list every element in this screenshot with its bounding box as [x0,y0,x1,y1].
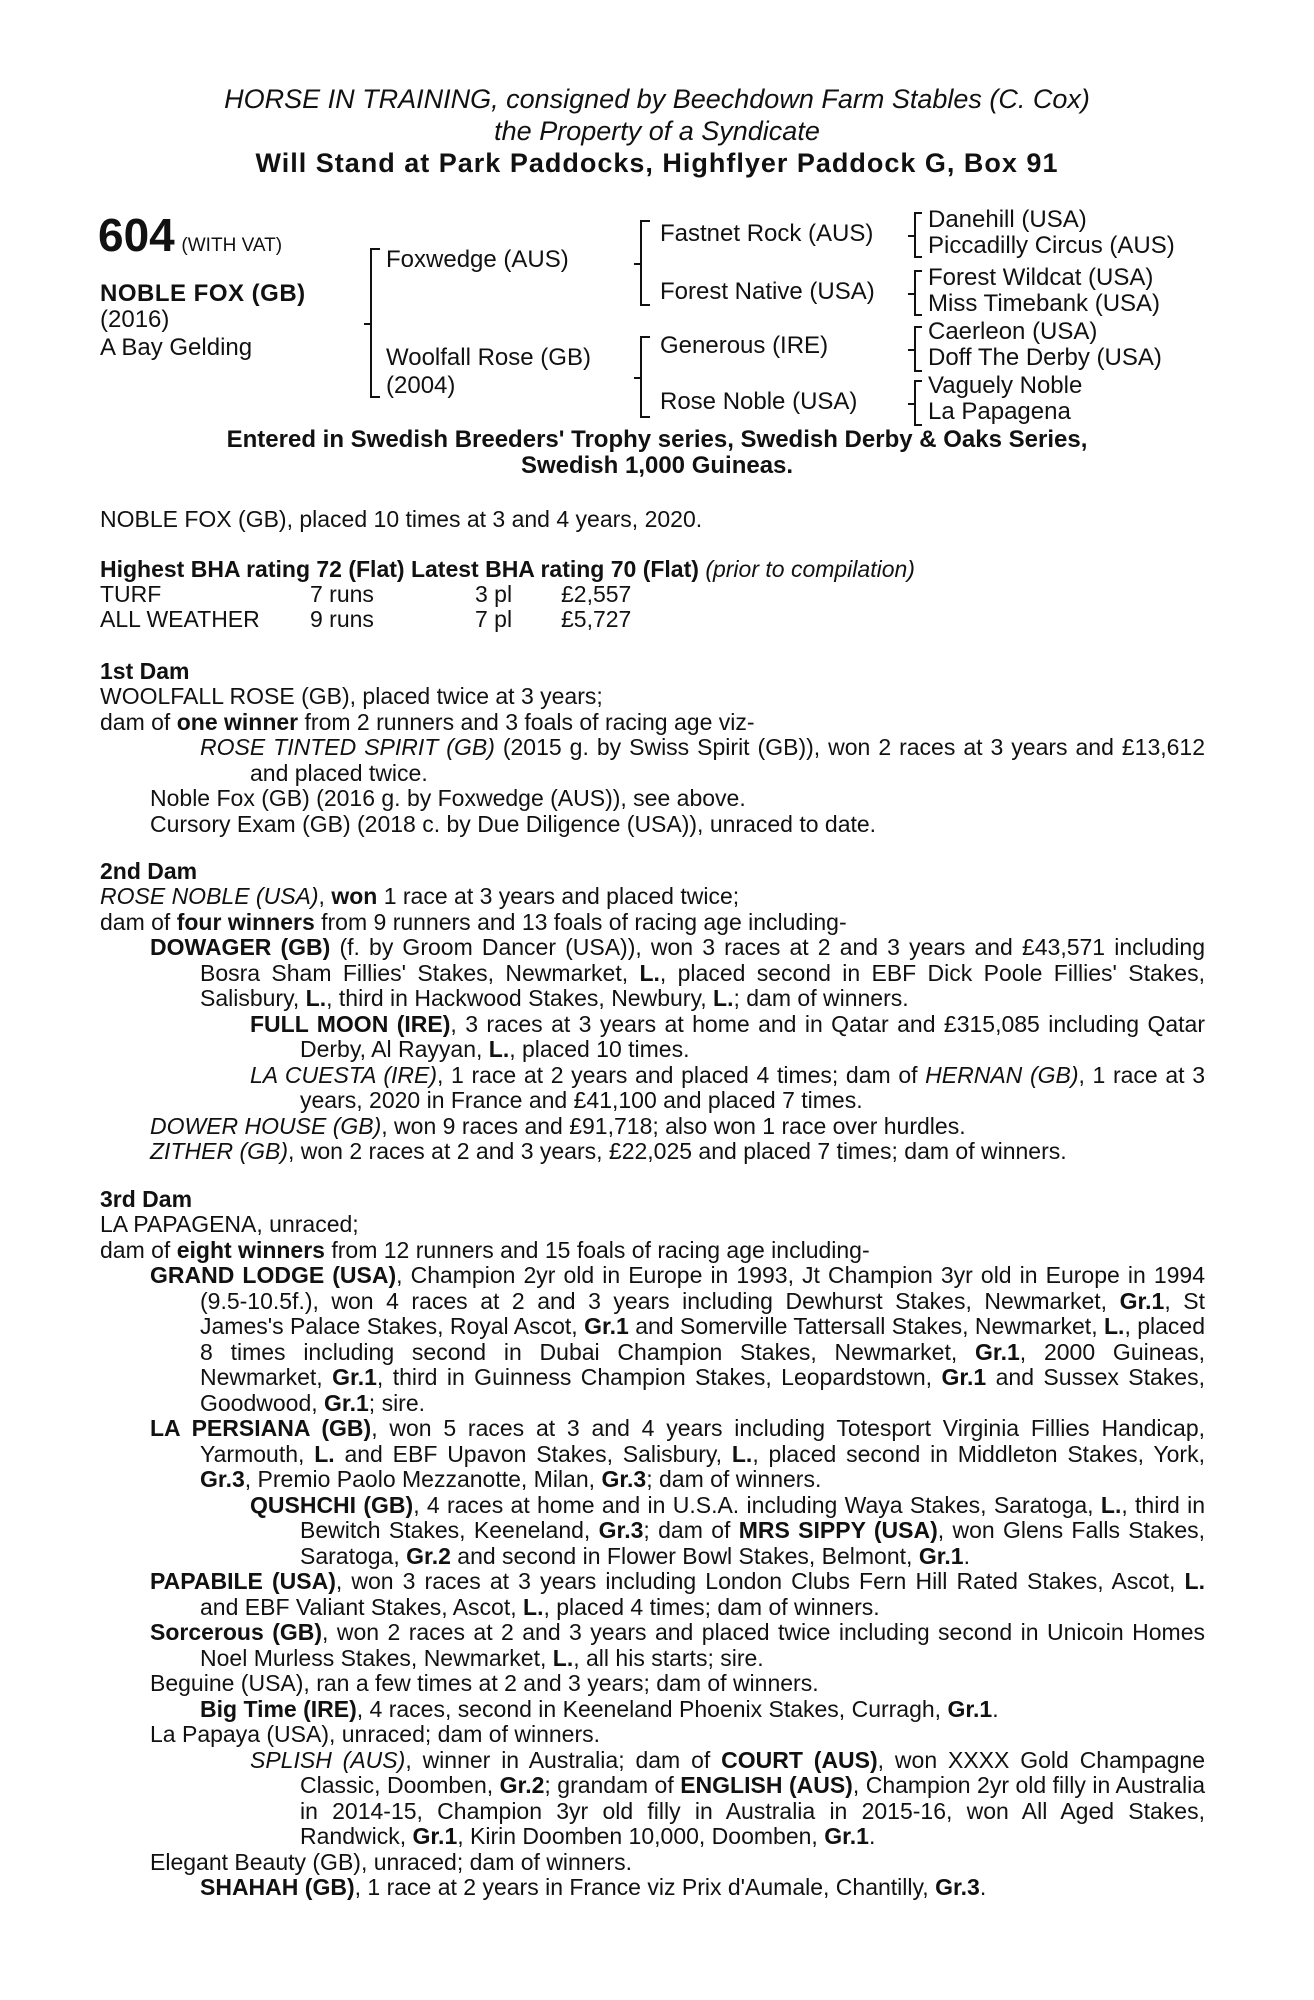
text-run: and EBF Valiant Stakes, Ascot, [200,1593,524,1620]
text-run: dam of [100,908,177,935]
produce-entry [100,735,1205,786]
text-run: , placed 4 times; dam of winners. [543,1593,880,1620]
lot-number: 604 [98,209,175,261]
third-dam-produce-line [100,1238,1205,1264]
text-run: , winner in Australia; dam of [405,1746,722,1773]
pedigree-brace-dam [640,336,650,418]
third-dam-line: LA PAPAGENA, unraced; [100,1211,359,1237]
text-run: Gr.2 [499,1772,545,1798]
horse-name: NOBLE FOX (GB) [100,280,306,307]
produce-entry [100,1875,1205,1901]
produce-entry [100,1416,1205,1493]
rating-line [100,556,915,583]
pedigree-dds: Vaguely Noble [928,372,1083,399]
text-run: 1 race at 3 years and placed twice; [377,883,740,909]
text-run: Gr.3 [200,1466,245,1492]
consignor-line: HORSE IN TRAINING, consigned by Beechdown Farm Stables (C. Cox) [224,84,1090,114]
text-run: , third in Hackwood Stakes, Newbury, [326,985,714,1011]
text-run: , 1 race at 2 years and placed 4 times; dam of [436,1061,926,1088]
text-run: L. [731,1440,753,1467]
text-run: , 4 races at home and in U.S.A. including Waya Stakes, Saratoga, [413,1491,1101,1518]
text-run: from 2 runners and 3 foals of racing age viz- [298,708,755,735]
first-dam-section [100,684,1205,837]
stand-line: Will Stand at Park Paddocks, Highflyer Paddock G, Box 91 [255,148,1059,178]
produce-entry [100,1493,1205,1570]
produce-entry [100,1263,1205,1416]
pedigree-dsd: Doff The Derby (USA) [928,344,1162,371]
first-dam-heading: 1st Dam [100,658,190,684]
placed-cell: 3 pl [475,581,513,607]
text-run: four winners [176,908,315,935]
text-run: LA CUESTA (IRE) [250,1061,437,1088]
produce-entry: La Papaya (USA), unraced; dam of winners. [150,1721,601,1747]
text-run: Gr.1 [975,1338,1020,1365]
pedigree-sss: Danehill (USA) [928,206,1087,233]
text-run: Gr.3 [598,1517,644,1543]
produce-entry: Noble Fox (GB) (2016 g. by Foxwedge (AUS)), see above. [150,785,746,811]
horse-description: A Bay Gelding [100,334,253,361]
text-run: Gr.3 [601,1466,647,1492]
text-run: ROSE TINTED SPIRIT (GB) [200,734,495,760]
text-run: . [868,1823,876,1849]
table-row [100,582,631,607]
text-run: L. [305,985,327,1011]
text-run: (f. by Groom Dancer (USA)), won 3 races at 2 and 3 years and £43,571 including Bosra Sham Fillies' Stakes, Newmarket, [200,934,1205,986]
text-run: and Sussex Stakes, Goodwood, [200,1364,1205,1416]
text-run: Gr.3 [935,1874,980,1900]
text-run: , won 5 races at 3 and 4 years including Totesport Virginia Fillies Handicap, Yarmouth, [200,1415,1206,1467]
text-run: L. [552,1644,574,1671]
pedigree-sds: Forest Wildcat (USA) [928,264,1154,291]
entered-line-2: Swedish 1,000 Guineas. [520,452,794,479]
runs-cell: 9 runs [310,606,374,632]
text-run: LA PERSIANA (GB) [150,1415,372,1441]
pedigree-dam-dam: Rose Noble (USA) [660,388,858,415]
text-run: SHAHAH (GB) [200,1874,355,1900]
text-run: , won 2 races at 2 and 3 years, £22,025 and placed 7 times; dam of winners. [288,1138,1067,1164]
text-run: , placed 10 times. [509,1036,690,1062]
text-run: , placed second in EBF Dick Poole Fillies' Stakes, Salisbury, [200,959,1205,1011]
text-run: , third in Guinness Champion Stakes, Leopardstown, [376,1364,942,1390]
produce-entry: Beguine (USA), ran a few times at 2 and 3 years; dam of winners. [150,1670,819,1696]
second-dam-line [100,884,1205,910]
placed-cell: 7 pl [475,606,513,632]
text-run: , won 2 races at 2 and 3 years and placed twice including second in Unicoin Homes Noel Murless Stakes, Newmarket, [200,1619,1205,1671]
pedigree-ddd: La Papagena [928,398,1071,425]
text-run: Sorcerous (GB) [150,1619,323,1645]
prize-cell: £2,557 [561,581,632,607]
text-run: L. [1103,1313,1125,1339]
produce-entry [100,1697,1205,1723]
produce-entry [100,1748,1205,1850]
text-run: , all his starts; sire. [573,1644,764,1671]
pedigree-brace-ds [914,326,922,372]
text-run: Gr.1 [947,1695,993,1722]
text-run: MRS SIPPY (USA) [738,1517,938,1543]
text-run: dam of [100,1236,177,1263]
text-run: , won 3 races at 3 years including London Clubs Fern Hill Rated Stakes, Ascot, [335,1568,1185,1594]
text-run: DOWAGER (GB) [150,934,331,960]
text-run: , Premio Paolo Mezzanotte, Milan, [244,1466,602,1492]
second-dam-produce-line [100,910,1205,936]
text-run: Gr.1 [332,1364,377,1390]
rating-bold: Highest BHA rating 72 (Flat) Latest BHA rating 70 (Flat) [100,556,699,582]
text-run: FULL MOON (IRE) [250,1010,451,1037]
text-run: GRAND LODGE (USA) [150,1262,397,1288]
text-run: , 2000 Guineas, Newmarket, [200,1338,1205,1390]
surface-cell: ALL WEATHER [100,606,260,632]
text-run: (2015 g. by Swiss Spirit (GB)), won 2 races at 3 years and £13,612 and placed twice. [250,734,1206,786]
text-run: Gr.1 [941,1364,987,1390]
third-dam-heading: 3rd Dam [100,1186,193,1212]
entered-line-1: Entered in Swedish Breeders' Trophy series, Swedish Derby & Oaks Series, [226,426,1088,453]
foal-year: (2016) [100,306,170,333]
text-run: L. [314,1440,335,1467]
text-run: , placed second in Middleton Stakes, York, [752,1440,1205,1467]
pedigree-dam: Woolfall Rose (GB) [386,344,591,371]
property-line: the Property of a Syndicate [494,116,820,146]
text-run: Gr.1 [918,1542,964,1569]
runs-cell: 7 runs [310,581,374,607]
text-run: and second in Flower Bowl Stakes, Belmont, [450,1542,919,1569]
text-run: , won 9 races and £91,718; also won 1 race over hurdles. [381,1112,966,1139]
produce-entry: Cursory Exam (GB) (2018 c. by Due Diligence (USA)), unraced to date. [150,810,877,837]
text-run: L. [639,959,660,986]
text-run: , Kirin Doomben 10,000, Doomben, [457,1823,825,1849]
pedigree-brace-sd [914,270,922,316]
produce-entry [100,1012,1205,1063]
text-run: ; sire. [368,1389,426,1416]
lot-number-block [98,208,282,262]
pedigree-sire: Foxwedge (AUS) [386,246,569,273]
text-run: Gr.2 [406,1542,451,1569]
surface-cell: TURF [100,581,162,607]
text-run: , third in Bewitch Stakes, Keeneland, [300,1491,1205,1543]
table-row [100,607,631,632]
text-run: QUSHCHI (GB) [250,1491,414,1518]
pedigree-brace-ss [914,212,922,258]
text-run: . [979,1874,987,1900]
text-run: , placed 8 times including second in Dubai Champion Stakes, Newmarket, [200,1313,1205,1365]
text-run: PAPABILE (USA) [150,1568,336,1594]
produce-entry: Elegant Beauty (GB), unraced; dam of winners. [150,1848,632,1875]
text-run: DOWER HOUSE (GB) [150,1112,382,1139]
text-run: HERNAN (GB) [925,1061,1079,1088]
text-run: L. [488,1036,510,1062]
pedigree-brace-dd [914,380,922,426]
produce-entry [100,1620,1205,1671]
text-run: Gr.1 [1119,1287,1165,1314]
text-run: ; grandam of [544,1772,681,1798]
text-run: and Somerville Tattersall Stakes, Newmarket, [628,1313,1104,1339]
text-run: from 12 runners and 15 foals of racing age including- [324,1236,870,1263]
text-run: ZITHER (GB) [150,1138,288,1164]
text-run: . [963,1542,970,1569]
pedigree-brace-main [370,248,380,398]
text-run: , won XXXX Gold Champagne Classic, Doomben, [300,1746,1206,1798]
produce-entry [100,1114,1205,1140]
pedigree-dam-sire: Generous (IRE) [660,332,829,359]
text-run: , Champion 2yr old filly in Australia in 2014-15, Champion 3yr old filly in Australia in 2015-16, won All Aged Stakes, Randwick, [300,1772,1205,1849]
text-run: L. [523,1593,544,1620]
text-run: from 9 runners and 13 foals of racing age including- [314,908,847,935]
pedigree-dss: Caerleon (USA) [928,318,1098,345]
second-dam-section [100,884,1205,1165]
text-run: SPLISH (AUS) [250,1746,406,1773]
race-summary: NOBLE FOX (GB), placed 10 times at 3 and 4 years, 2020. [100,506,703,532]
pedigree-sdd: Miss Timebank (USA) [928,290,1161,317]
third-dam-section [100,1212,1205,1901]
text-run: , 3 races at 3 years at home and in Qatar and £315,085 including Qatar Derby, Al Rayyan, [300,1010,1205,1062]
text-run: dam of [100,708,177,735]
text-run: ENGLISH (AUS) [680,1772,853,1798]
text-run: , Champion 2yr old in Europe in 1993, Jt Champion 3yr old in Europe in 1994 (9.5-10.5f.), won 4 races at 2 and 3 years including Dewhurst Stakes, Newmarket, [200,1262,1205,1314]
pedigree-dam-year: (2004) [386,372,456,399]
second-dam-heading: 2nd Dam [100,858,198,884]
text-run: Big Time (IRE) [200,1695,357,1722]
produce-entry [100,1063,1205,1114]
pedigree-brace-sire [640,220,650,306]
text-run: ; dam of winners. [733,985,909,1011]
text-run: . [992,1695,999,1722]
prize-cell: £5,727 [561,606,632,632]
rating-note: (prior to compilation) [705,556,915,582]
text-run: L. [1184,1568,1205,1594]
text-run: eight winners [176,1236,325,1263]
produce-entry [100,1569,1205,1620]
text-run: ; dam of [643,1517,739,1543]
first-dam-produce-line [100,710,1205,736]
text-run: , 1 race at 2 years in France viz Prix d'Aumale, Chantilly, [354,1874,936,1900]
text-run: Gr.1 [412,1823,458,1849]
text-run: and EBF Upavon Stakes, Salisbury, [334,1440,732,1467]
text-run: L. [1100,1491,1122,1518]
produce-entry [100,1139,1205,1165]
pedigree-sire-dam: Forest Native (USA) [660,278,875,305]
text-run: Gr.1 [824,1823,869,1849]
pedigree-ssd: Piccadilly Circus (AUS) [928,232,1175,259]
pedigree-sire-sire: Fastnet Rock (AUS) [660,220,874,247]
text-run: ROSE NOBLE (USA) [100,883,319,909]
text-run: Gr.1 [324,1389,369,1416]
text-run: Gr.1 [584,1313,629,1339]
text-run: one winner [176,708,299,735]
produce-entry [100,935,1205,1012]
text-run: , St James's Palace Stakes, Royal Ascot, [200,1287,1205,1339]
text-run: L. [713,985,734,1011]
text-run: COURT (AUS) [721,1746,878,1773]
text-run: ; dam of winners. [646,1466,822,1492]
first-dam-line: WOOLFALL ROSE (GB), placed twice at 3 years; [100,683,603,709]
text-run: , [318,883,332,909]
vat-note: (WITH VAT) [181,235,283,256]
text-run: , won Glens Falls Stakes, Saratoga, [300,1517,1206,1569]
text-run: , 1 race at 3 years, 2020 in France and £41,100 and placed 7 times. [300,1061,1206,1113]
text-run: , 4 races, second in Keeneland Phoenix Stakes, Curragh, [356,1695,948,1722]
rating-table [100,582,631,632]
text-run: won [331,883,378,909]
